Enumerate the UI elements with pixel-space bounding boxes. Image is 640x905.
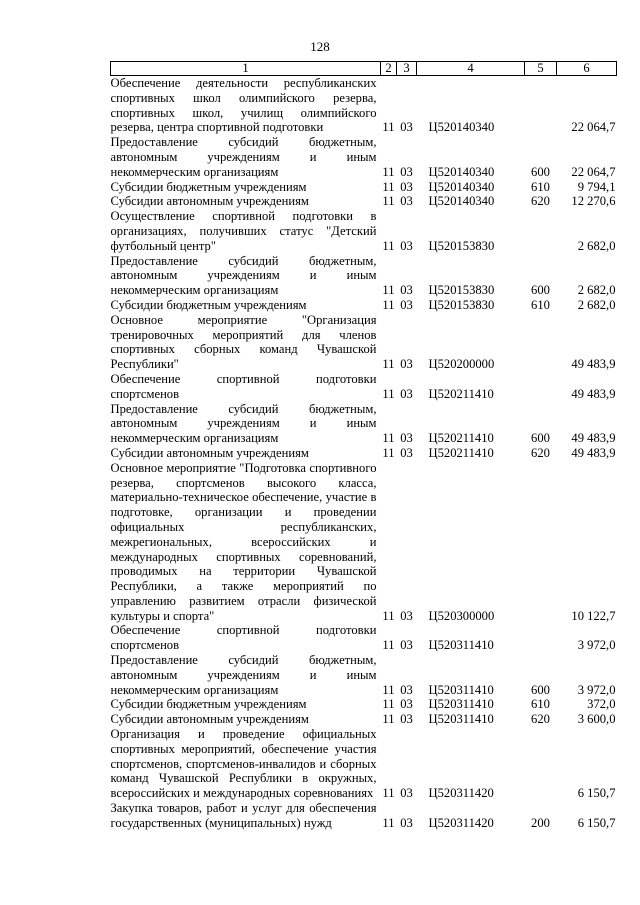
row-section: 11	[382, 164, 395, 179]
row-expense-type	[525, 727, 557, 801]
table-row	[111, 727, 617, 801]
table-row	[111, 254, 617, 298]
row-subsection: 03	[400, 638, 413, 653]
row-name: Субсидии бюджетным учреждениям	[110, 179, 307, 194]
row-subsection: 03	[400, 431, 413, 446]
row-subsection: 03	[400, 297, 413, 312]
row-target-article: Ц520311410	[428, 682, 494, 697]
row-name: Основное мероприятие "Подготовка спортивного резерва, спортсменов высокого класса, материально-техническое обеспечение, участие в подготовке, организации и проведении официальных республиканских, межрегиональных, всероссийских и международных спортивных соревнований, проводимых на территории Чувашской Республики, а также мероприятий по управлению развитием отрасли физической культуры и спорта"	[110, 460, 377, 623]
row-amount: 2 682,0	[577, 283, 616, 298]
row-amount: 49 483,9	[571, 445, 616, 460]
row-target-article: Ц520140340	[428, 164, 495, 179]
row-amount: 6 150,7	[577, 815, 616, 830]
row-target-article: Ц520153830	[428, 238, 495, 253]
row-section: 11	[382, 357, 395, 372]
row-expense-type: 200	[531, 815, 550, 830]
row-subsection: 03	[400, 697, 413, 712]
table-row	[111, 298, 617, 313]
row-section: 11	[382, 712, 395, 727]
row-target-article: Ц520300000	[428, 608, 495, 623]
table-row	[111, 697, 617, 712]
budget-table	[110, 61, 617, 831]
row-amount: 3 600,0	[577, 712, 616, 727]
row-name: Основное мероприятие "Организация тренировочных мероприятий для членов спортивных сборных команд Чувашской Республики"	[110, 312, 377, 372]
row-expense-type: 600	[531, 164, 550, 179]
row-subsection: 03	[400, 120, 413, 135]
row-expense-type: 600	[531, 682, 550, 697]
row-expense-type	[525, 623, 557, 653]
row-section: 11	[382, 697, 395, 712]
row-target-article: Ц520311410	[428, 712, 494, 727]
row-section: 11	[382, 297, 395, 312]
row-target-article: Ц520311410	[428, 697, 494, 712]
row-name: Субсидии автономным учреждениям	[110, 712, 309, 727]
row-subsection: 03	[400, 712, 413, 727]
row-section: 11	[382, 445, 395, 460]
row-section: 11	[382, 608, 395, 623]
row-target-article: Ц520211410	[428, 431, 494, 446]
row-name: Субсидии автономным учреждениям	[110, 445, 309, 460]
table-row	[111, 712, 617, 727]
row-target-article: Ц520200000	[428, 357, 495, 372]
row-amount: 6 150,7	[577, 786, 616, 801]
row-name: Осуществление спортивной подготовки в организациях, получивших статус "Детский футбольный центр"	[110, 209, 377, 253]
row-subsection: 03	[400, 386, 413, 401]
table-row	[111, 76, 617, 136]
row-amount: 22 064,7	[571, 164, 616, 179]
row-section: 11	[382, 638, 395, 653]
row-name: Предоставление субсидий бюджетным, автономным учреждениям и иным некоммерческим организациям	[110, 253, 377, 298]
row-section: 11	[382, 179, 395, 194]
row-amount: 49 483,9	[571, 386, 616, 401]
row-expense-type: 610	[531, 179, 550, 194]
table-row	[111, 180, 617, 195]
row-section: 11	[382, 786, 395, 801]
page-number: 128	[310, 39, 330, 54]
header-col-target-article: 4	[417, 62, 525, 76]
row-section: 11	[382, 120, 395, 135]
header-row	[111, 62, 617, 76]
header-col-name: 1	[111, 62, 381, 76]
row-target-article: Ц520140340	[428, 120, 495, 135]
row-amount: 2 682,0	[577, 297, 616, 312]
row-section: 11	[382, 431, 395, 446]
table-row	[111, 446, 617, 461]
row-amount: 3 972,0	[577, 638, 616, 653]
table-row	[111, 135, 617, 179]
header-col-section: 2	[381, 62, 397, 76]
table-row	[111, 194, 617, 209]
row-expense-type	[525, 209, 557, 253]
header-col-amount: 6	[557, 62, 617, 76]
row-section: 11	[382, 194, 395, 209]
row-subsection: 03	[400, 357, 413, 372]
table-row	[111, 653, 617, 697]
row-section: 11	[382, 682, 395, 697]
header-col-subsection: 3	[397, 62, 417, 76]
row-expense-type: 620	[531, 445, 550, 460]
row-expense-type: 610	[531, 697, 550, 712]
row-expense-type: 620	[531, 712, 550, 727]
table-row	[111, 461, 617, 624]
row-target-article: Ц520153830	[428, 297, 495, 312]
row-name: Закупка товаров, работ и услуг для обеспечения государственных (муниципальных) нужд	[110, 801, 377, 830]
row-expense-type: 620	[531, 194, 550, 209]
row-amount: 372,0	[587, 697, 616, 712]
row-name: Предоставление субсидий бюджетным, автономным учреждениям и иным некоммерческим организациям	[110, 401, 377, 446]
table-row	[111, 402, 617, 446]
row-section: 11	[382, 283, 395, 298]
row-subsection: 03	[400, 283, 413, 298]
table-row	[111, 209, 617, 253]
row-amount: 2 682,0	[577, 238, 616, 253]
row-name: Предоставление субсидий бюджетным, автономным учреждениям и иным некоммерческим организациям	[110, 653, 377, 697]
row-subsection: 03	[400, 164, 413, 179]
table-row	[111, 801, 617, 831]
row-target-article: Ц520153830	[428, 283, 495, 298]
row-name: Обеспечение спортивной подготовки спортсменов	[110, 371, 377, 401]
row-section: 11	[382, 815, 395, 830]
row-subsection: 03	[400, 179, 413, 194]
row-amount: 49 483,9	[571, 357, 616, 372]
table-row	[111, 623, 617, 653]
row-amount: 9 794,1	[577, 179, 616, 194]
table-header	[111, 62, 617, 76]
row-expense-type	[525, 372, 557, 402]
row-expense-type: 600	[531, 283, 550, 298]
row-subsection: 03	[400, 682, 413, 697]
row-target-article: Ц520311410	[428, 638, 494, 653]
row-target-article: Ц520211410	[428, 386, 494, 401]
row-target-article: Ц520311420	[428, 815, 494, 830]
row-subsection: 03	[400, 445, 413, 460]
row-section: 11	[382, 386, 395, 401]
row-expense-type: 600	[531, 431, 550, 446]
row-name: Организация и проведение официальных спортивных мероприятий, обеспечение участия спортсменов, спортсменов-инвалидов и сборных команд Чувашской Республики в окружных, всероссийских и международных соревнованиях	[110, 727, 377, 801]
row-expense-type	[525, 313, 557, 372]
row-name: Субсидии автономным учреждениям	[110, 194, 309, 209]
table-row	[111, 313, 617, 372]
row-target-article: Ц520311420	[428, 786, 494, 801]
row-subsection: 03	[400, 815, 413, 830]
row-subsection: 03	[400, 194, 413, 209]
table-body	[111, 76, 617, 831]
row-expense-type: 610	[531, 297, 550, 312]
row-target-article: Ц520211410	[428, 445, 494, 460]
row-name: Обеспечение деятельности республиканских спортивных школ олимпийского резерва, спортивных школ, училищ олимпийского резерва, центра спортивной подготовки	[110, 76, 377, 135]
row-amount: 10 122,7	[571, 608, 616, 623]
row-name: Субсидии бюджетным учреждениям	[110, 297, 307, 312]
row-amount: 22 064,7	[571, 120, 616, 135]
header-col-expense-type: 5	[525, 62, 557, 76]
row-expense-type	[525, 461, 557, 624]
row-target-article: Ц520140340	[428, 179, 495, 194]
row-section: 11	[382, 238, 395, 253]
row-subsection: 03	[400, 608, 413, 623]
row-subsection: 03	[400, 238, 413, 253]
row-name: Предоставление субсидий бюджетным, автономным учреждениям и иным некоммерческим организациям	[110, 135, 377, 179]
row-amount: 49 483,9	[571, 431, 616, 446]
row-amount: 12 270,6	[571, 194, 616, 209]
row-subsection: 03	[400, 786, 413, 801]
row-name: Обеспечение спортивной подготовки спортсменов	[110, 623, 377, 653]
row-name: Субсидии бюджетным учреждениям	[110, 697, 307, 712]
table-row	[111, 372, 617, 402]
row-amount: 3 972,0	[577, 682, 616, 697]
row-expense-type	[525, 76, 557, 136]
row-target-article: Ц520140340	[428, 194, 495, 209]
